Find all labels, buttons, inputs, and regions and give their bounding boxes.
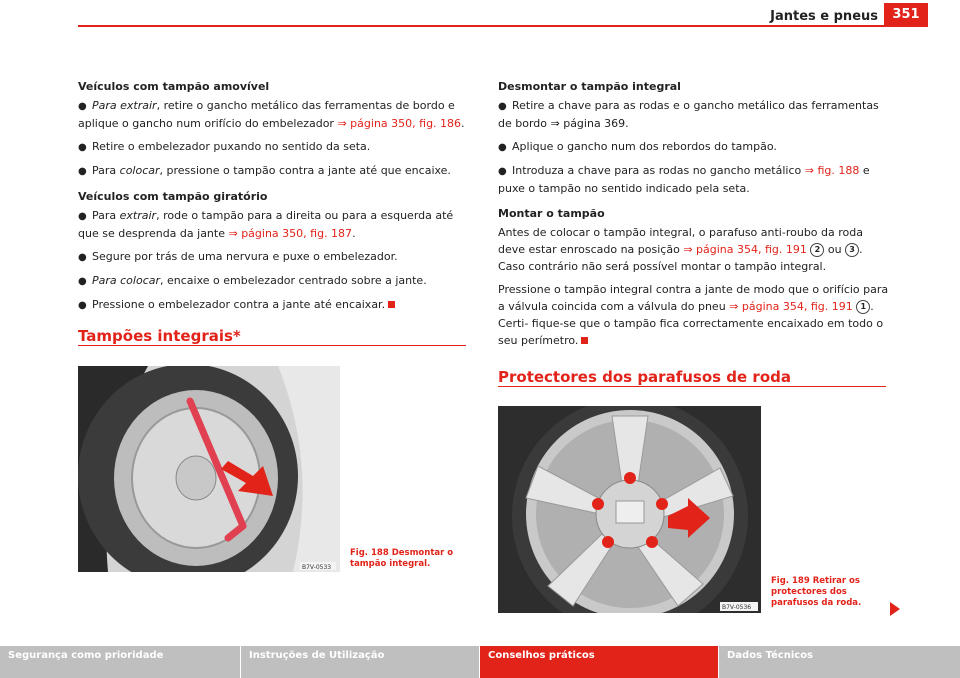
paragraph: ● Para extrair, retire o gancho metálico das ferramentas de bordo e aplique o gancho num orifício do embelezador ⇒ página 350, fig. 186. [78,99,465,130]
footer-tab-technical-data[interactable]: Dados Técnicos [719,646,960,678]
page-reference-link[interactable]: ⇒ página 350, fig. 187 [228,227,353,240]
footer-navigation [0,646,960,678]
page-reference-link[interactable]: ⇒ página 350, fig. 186 [337,117,462,130]
bullet-icon: ● [78,252,87,263]
callout-badge: 1 [856,300,870,314]
figure-189-image [498,406,761,613]
next-page-arrow-icon[interactable] [890,602,900,616]
heading-remove-integral-cap: Desmontar o tampão integral [498,80,681,93]
heading-mount-cap: Montar o tampão [498,207,605,220]
header-rule [78,25,928,27]
bullet-icon: ● [78,276,87,287]
paragraph: Antes de colocar o tampão integral, o parafuso anti-roubo da roda deve estar enroscado na posição ⇒ página 354, fig. 191 2 ou 3 . Caso contrário não será possível montar o tampão integral. [498,226,863,273]
figure-188-image [78,366,340,572]
figure-code: B7V-0533 [302,564,332,571]
paragraph: ● Retire a chave para as rodas e o gancho metálico das ferramentas de bordo ⇒ página 369. [498,99,879,130]
figure-189-caption: Fig. 189 Retirar os protectores dos parafusos da roda. [771,576,862,608]
end-mark-icon [388,301,395,308]
section-rule [498,386,886,387]
bullet-icon: ● [78,166,87,177]
page-number: 351 [884,3,928,26]
page-header-title: Jantes e pneus [770,9,878,24]
paragraph: ● Segure por trás de uma nervura e puxe o embelezador. [78,248,470,266]
paragraph: ● Introduza a chave para as rodas no gancho metálico ⇒ fig. 188 e puxe o tampão no sentido indicado pela seta. [498,164,870,195]
paragraph: ● Aplique o gancho num dos rebordos do tampão. [498,138,890,156]
bullet-icon: ● [78,211,87,222]
paragraph: ● Retire o embelezador puxando no sentido da seta. [78,138,470,156]
heading-rotating-cap: Veículos com tampão giratório [78,190,268,203]
heading-removable-cap: Veículos com tampão amovível [78,80,270,93]
figure-188-caption: Fig. 188 Desmontar o tampão integral. [350,548,454,569]
right-column [498,78,890,355]
callout-badge: 2 [810,243,824,257]
footer-tab-practical-tips[interactable]: Conselhos práticos [480,646,718,678]
paragraph: ● Para extrair, rode o tampão para a direita ou para a esquerda até que se desprenda da jante ⇒ página 350, fig. 187. [78,209,454,240]
paragraph: ● Para colocar, encaixe o embelezador centrado sobre a jante. [78,272,470,290]
section-title-integral-caps: Tampões integrais* [78,327,241,345]
footer-tab-instructions[interactable]: Instruções de Utilização [241,646,479,678]
paragraph: Pressione o tampão integral contra a jante de modo que o orifício para a válvula coincida com a válvula do pneu ⇒ página 354, fig. 191 1 . Certi- fique-se que o tampão fica correctamente encaixado em todo o seu perímetro. [498,283,889,347]
paragraph: ● Para colocar, pressione o tampão contra a jante até que encaixe. [78,162,470,180]
footer-tab-safety[interactable]: Segurança como prioridade [0,646,240,678]
end-mark-icon [581,337,588,344]
callout-badge: 3 [845,243,859,257]
bullet-icon: ● [498,166,507,177]
page-reference-link[interactable]: ⇒ página 354, fig. 191 [683,243,807,256]
bullet-icon: ● [78,101,87,112]
bullet-icon: ● [498,101,507,112]
section-rule [78,345,466,346]
figure-code: B7V-0536 [722,604,752,611]
figure-reference-link[interactable]: ⇒ fig. 188 [804,164,860,177]
bullet-icon: ● [78,300,87,311]
section-title-bolt-protectors: Protectores dos parafusos de roda [498,368,791,386]
bullet-icon: ● [78,142,87,153]
left-column [78,78,470,320]
paragraph: ● Pressione o embelezador contra a jante até encaixar. [78,296,470,314]
page-reference-link[interactable]: ⇒ página 354, fig. 191 [729,300,853,313]
bullet-icon: ● [498,142,507,153]
